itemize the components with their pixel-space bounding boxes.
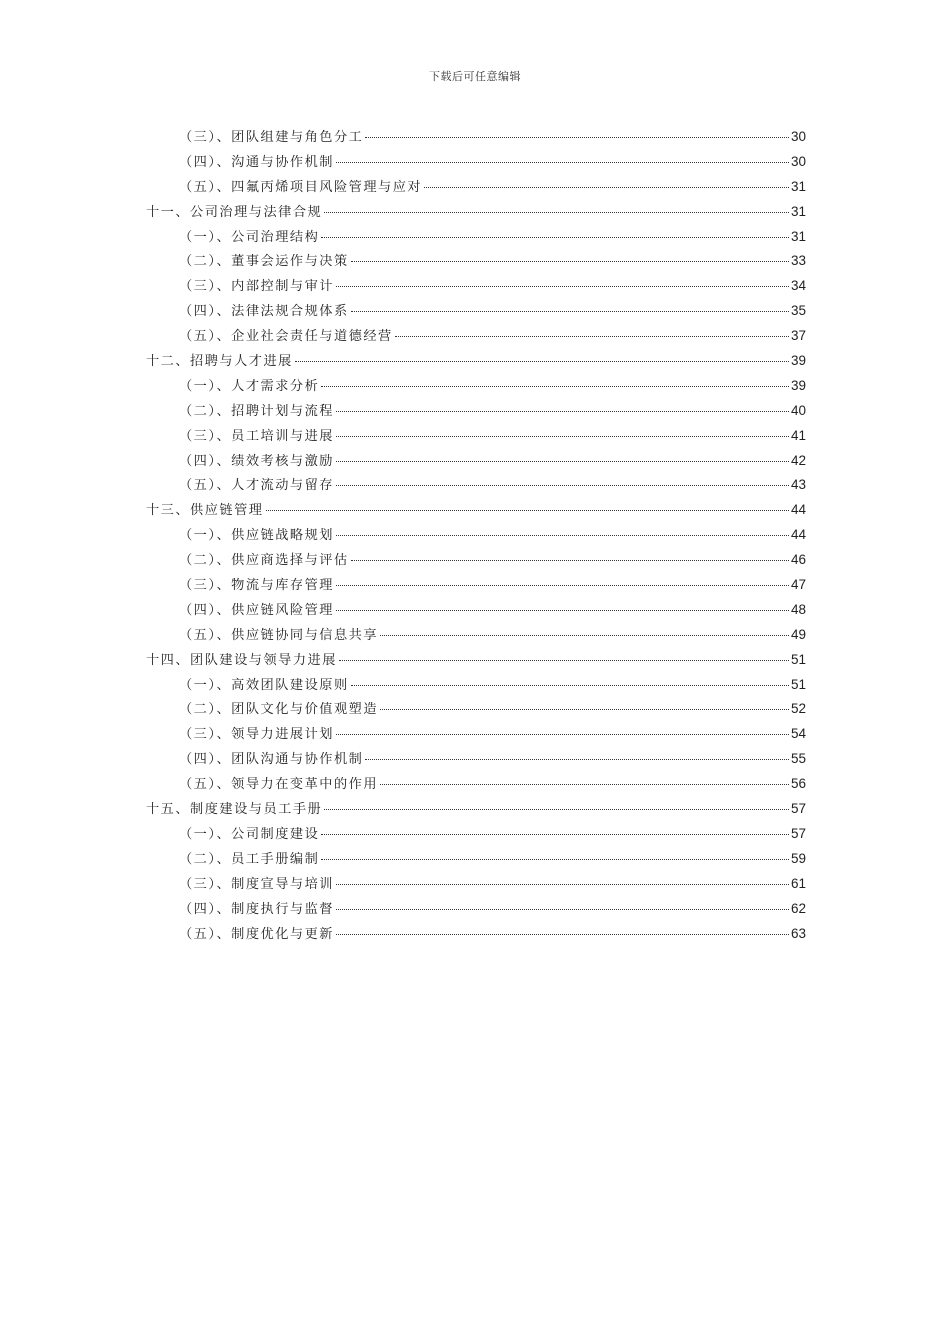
toc-section-entry[interactable] — [146, 151, 806, 176]
toc-section-entry[interactable] — [146, 425, 806, 450]
toc-entry-label: （四）、制度执行与监督 — [179, 901, 334, 917]
toc-entry-label: （五）、人才流动与留存 — [179, 478, 334, 494]
toc-page-number: 31 — [790, 203, 806, 219]
toc-dot-leader — [336, 934, 789, 935]
toc-section-entry[interactable] — [146, 698, 806, 723]
toc-dot-leader — [336, 162, 789, 163]
toc-entry-label: （三）、内部控制与审计 — [179, 279, 334, 295]
toc-section-entry[interactable] — [146, 450, 806, 475]
toc-entry-label: （三）、制度宣导与培训 — [179, 876, 334, 892]
toc-page-number: 35 — [790, 303, 806, 319]
toc-entry-label: （四）、团队沟通与协作机制 — [179, 752, 364, 768]
toc-dot-leader — [336, 535, 789, 536]
toc-entry-label: （二）、董事会运作与决策 — [179, 254, 349, 270]
toc-section-entry[interactable] — [146, 773, 806, 798]
toc-entry-label: 十一、公司治理与法律合规 — [146, 204, 323, 220]
toc-page-number: 33 — [790, 253, 806, 269]
toc-chapter-entry[interactable] — [146, 350, 806, 375]
toc-entry-label: （一）、人才需求分析 — [179, 378, 320, 394]
toc-section-entry[interactable] — [146, 275, 806, 300]
toc-dot-leader — [365, 137, 789, 138]
toc-chapter-entry[interactable] — [146, 798, 806, 823]
toc-entry-label: （五）、企业社会责任与道德经营 — [179, 329, 393, 345]
toc-entry-label: （五）、制度优化与更新 — [179, 926, 334, 942]
toc-entry-label: （五）、供应链协同与信息共享 — [179, 627, 379, 643]
toc-page-number: 47 — [790, 577, 806, 593]
toc-dot-leader — [336, 610, 789, 611]
toc-entry-label: （三）、员工培训与进展 — [179, 428, 334, 444]
toc-dot-leader — [266, 510, 789, 511]
toc-entry-label: （四）、沟通与协作机制 — [179, 154, 334, 170]
toc-dot-leader — [336, 884, 789, 885]
toc-section-entry[interactable] — [146, 898, 806, 923]
page-header: 下载后可任意编辑 — [429, 70, 521, 83]
toc-dot-leader — [321, 237, 789, 238]
toc-page-number: 31 — [790, 178, 806, 194]
toc-entry-label: （一）、高效团队建设原则 — [179, 677, 349, 693]
toc-page-number: 49 — [790, 626, 806, 642]
toc-page-number: 37 — [790, 328, 806, 344]
toc-entry-label: （二）、团队文化与价值观塑造 — [179, 702, 379, 718]
toc-entry-label: （一）、公司治理结构 — [179, 229, 320, 245]
toc-dot-leader — [351, 261, 789, 262]
toc-page-number: 57 — [790, 825, 806, 841]
toc-dot-leader — [336, 411, 789, 412]
toc-dot-leader — [336, 734, 789, 735]
toc-dot-leader — [351, 560, 789, 561]
toc-section-entry[interactable] — [146, 748, 806, 773]
toc-entry-label: （一）、供应链战略规划 — [179, 528, 334, 544]
toc-entry-label: （二）、员工手册编制 — [179, 851, 320, 867]
toc-page-number: 46 — [790, 552, 806, 568]
toc-page-number: 40 — [790, 402, 806, 418]
toc-page-number: 41 — [790, 427, 806, 443]
toc-page-number: 52 — [790, 701, 806, 717]
toc-dot-leader — [424, 187, 789, 188]
toc-dot-leader — [380, 784, 789, 785]
toc-section-entry[interactable] — [146, 226, 806, 251]
toc-page-number: 42 — [790, 452, 806, 468]
toc-section-entry[interactable] — [146, 549, 806, 574]
toc-page-number: 59 — [790, 850, 806, 866]
toc-section-entry[interactable] — [146, 823, 806, 848]
toc-section-entry[interactable] — [146, 400, 806, 425]
toc-entry-label: （五）、领导力在变革中的作用 — [179, 777, 379, 793]
toc-chapter-entry[interactable] — [146, 499, 806, 524]
toc-page-number: 51 — [790, 676, 806, 692]
toc-section-entry[interactable] — [146, 723, 806, 748]
toc-entry-label: （一）、公司制度建设 — [179, 826, 320, 842]
toc-entry-label: （三）、领导力进展计划 — [179, 727, 334, 743]
toc-page-number: 48 — [790, 601, 806, 617]
toc-dot-leader — [321, 834, 789, 835]
toc-page-number: 54 — [790, 726, 806, 742]
toc-page-number: 62 — [790, 900, 806, 916]
toc-page-number: 30 — [790, 129, 806, 144]
toc-page-number: 43 — [790, 477, 806, 493]
toc-dot-leader — [295, 361, 789, 362]
toc-dot-leader — [336, 585, 789, 586]
toc-chapter-entry[interactable] — [146, 649, 806, 674]
toc-dot-leader — [351, 685, 789, 686]
toc-section-entry[interactable] — [146, 126, 806, 151]
toc-dot-leader — [351, 311, 789, 312]
toc-chapter-entry[interactable] — [146, 201, 806, 226]
toc-page-number: 61 — [790, 875, 806, 891]
toc-section-entry[interactable] — [146, 250, 806, 275]
toc-dot-leader — [321, 859, 789, 860]
toc-entry-label: （四）、供应链风险管理 — [179, 602, 334, 618]
toc-page-number: 30 — [790, 153, 806, 169]
toc-dot-leader — [380, 709, 789, 710]
toc-entry-label: （三）、物流与库存管理 — [179, 578, 334, 594]
toc-entry-label: 十三、供应链管理 — [146, 503, 264, 519]
toc-entry-label: （二）、招聘计划与流程 — [179, 403, 334, 419]
toc-section-entry[interactable] — [146, 848, 806, 873]
toc-dot-leader — [339, 660, 789, 661]
toc-entry-label: （四）、绩效考核与激励 — [179, 453, 334, 469]
toc-section-entry[interactable] — [146, 474, 806, 499]
toc-entry-label: （三）、团队组建与角色分工 — [179, 130, 364, 145]
toc-dot-leader — [336, 909, 789, 910]
toc-section-entry[interactable] — [146, 325, 806, 350]
toc-section-entry[interactable] — [146, 524, 806, 549]
toc-dot-leader — [380, 635, 789, 636]
toc-dot-leader — [336, 286, 789, 287]
toc-page-number: 44 — [790, 527, 806, 543]
toc-dot-leader — [395, 336, 789, 337]
table-of-contents — [146, 126, 806, 947]
toc-section-entry[interactable] — [146, 574, 806, 599]
toc-page-number: 57 — [790, 801, 806, 817]
toc-entry-label: （二）、供应商选择与评估 — [179, 553, 349, 569]
toc-page-number: 56 — [790, 776, 806, 792]
toc-entry-label: 十四、团队建设与领导力进展 — [146, 652, 337, 668]
toc-entry-label: （五）、四氟丙烯项目风险管理与应对 — [179, 179, 423, 195]
toc-page-number: 39 — [790, 353, 806, 369]
toc-page-number: 34 — [790, 278, 806, 294]
toc-page-number: 51 — [790, 651, 806, 667]
toc-entry-label: （四）、法律法规合规体系 — [179, 304, 349, 320]
toc-section-entry[interactable] — [146, 300, 806, 325]
toc-section-entry[interactable] — [146, 624, 806, 649]
toc-page-number: 55 — [790, 751, 806, 767]
toc-section-entry[interactable] — [146, 599, 806, 624]
toc-page-number: 31 — [790, 228, 806, 244]
toc-dot-leader — [336, 436, 789, 437]
toc-dot-leader — [365, 759, 789, 760]
toc-dot-leader — [324, 212, 789, 213]
toc-entry-label: 十五、制度建设与员工手册 — [146, 802, 323, 818]
toc-section-entry[interactable] — [146, 923, 806, 948]
toc-page-number: 39 — [790, 377, 806, 393]
toc-page-number: 63 — [790, 925, 806, 941]
toc-dot-leader — [324, 809, 789, 810]
toc-dot-leader — [321, 386, 789, 387]
toc-section-entry[interactable] — [146, 375, 806, 400]
toc-section-entry[interactable] — [146, 873, 806, 898]
toc-dot-leader — [336, 485, 789, 486]
toc-section-entry[interactable] — [146, 176, 806, 201]
toc-entry-label: 十二、招聘与人才进展 — [146, 354, 293, 370]
toc-section-entry[interactable] — [146, 674, 806, 699]
toc-dot-leader — [336, 461, 789, 462]
toc-page-number: 44 — [790, 502, 806, 518]
